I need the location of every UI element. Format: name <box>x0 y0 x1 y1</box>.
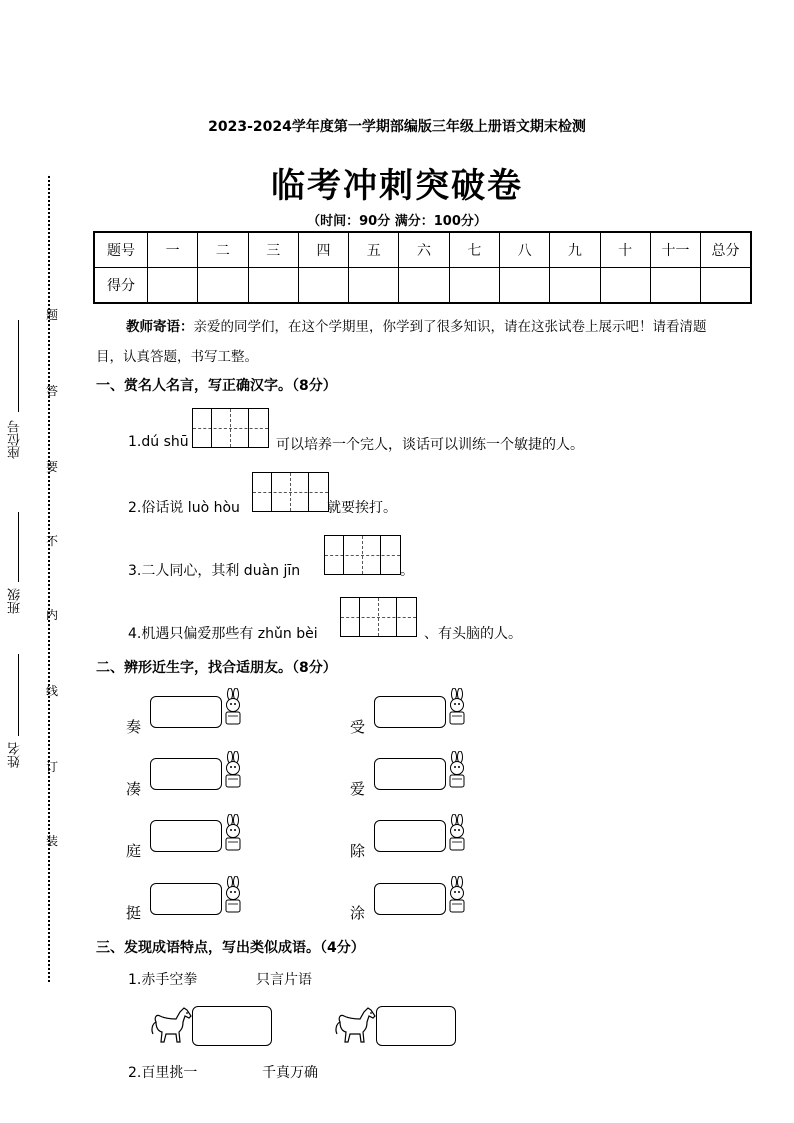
class-line <box>18 512 19 582</box>
pinyin-answer-grid[interactable] <box>340 597 417 637</box>
q1-suffix: 可以培养一个完人，谈话可以训练一个敏捷的人。 <box>276 437 584 453</box>
pinyin-answer-grid[interactable] <box>324 535 401 575</box>
binding-word: 装 <box>46 834 59 848</box>
rabbit-icon <box>219 876 247 914</box>
binding-word: 答 <box>46 384 59 398</box>
score-cell: 十一 <box>650 232 700 268</box>
binding-word: 订 <box>46 760 59 774</box>
score-label: 得分 <box>94 268 148 304</box>
teacher-message <box>96 312 716 372</box>
score-table <box>93 231 752 304</box>
rabbit-icon <box>443 688 471 726</box>
score-cell: 总分 <box>701 232 751 268</box>
char-label: 除 <box>350 842 366 860</box>
score-input-cell[interactable] <box>298 268 348 304</box>
exam-title: 临考冲刺突破卷 <box>271 166 523 206</box>
score-table-header-row <box>94 232 751 268</box>
word-answer-box[interactable] <box>150 758 222 790</box>
word-answer-box[interactable] <box>374 820 446 852</box>
char-label: 奏 <box>126 718 142 736</box>
binding-word: 内 <box>46 608 59 622</box>
char-label: 涂 <box>350 904 366 922</box>
idiom-answer-box[interactable] <box>376 1006 456 1046</box>
score-cell: 九 <box>550 232 600 268</box>
word-answer-box[interactable] <box>150 820 222 852</box>
score-cell: 五 <box>349 232 399 268</box>
time-info: （时间：90分 满分：100分） <box>307 214 487 229</box>
seat-number-label: 座位号 <box>8 420 23 459</box>
idiom-answer-box[interactable] <box>192 1006 272 1046</box>
word-answer-box[interactable] <box>150 696 222 728</box>
q4-prefix: 4.机遇只偏爱那些有 zhǔn bèi <box>128 626 318 642</box>
score-cell: 题号 <box>94 232 148 268</box>
idiom-example: 1.赤手空拳 <box>128 972 198 988</box>
score-input-cell[interactable] <box>499 268 549 304</box>
word-answer-box[interactable] <box>374 883 446 915</box>
rabbit-icon <box>443 876 471 914</box>
section3-heading: 三、发现成语特点，写出类似成语。（4分） <box>96 940 365 956</box>
horse-icon <box>334 1004 378 1046</box>
q4-suffix: 、有头脑的人。 <box>424 626 522 642</box>
teacher-message-text: 亲爱的同学们，在这个学期里，你学到了很多知识，请在这张试卷上展示吧！请看清题目，认真答题，书写工整。 <box>96 319 707 365</box>
q1-prefix: 1.dú shū <box>128 434 189 450</box>
pinyin-answer-grid[interactable] <box>252 472 329 512</box>
name-label: 姓名 <box>8 742 23 768</box>
word-answer-box[interactable] <box>150 883 222 915</box>
score-cell: 一 <box>148 232 198 268</box>
binding-word: 线 <box>46 684 59 698</box>
score-input-cell[interactable] <box>701 268 751 304</box>
char-label: 爱 <box>350 780 366 798</box>
score-input-cell[interactable] <box>449 268 499 304</box>
section2-heading: 二、辨形近生字，找合适朋友。（8分） <box>96 660 337 676</box>
teacher-message-lead: 教师寄语： <box>126 319 194 335</box>
char-label: 挺 <box>126 904 142 922</box>
q3-suffix: 。 <box>400 563 414 579</box>
binding-word: 要 <box>46 460 59 474</box>
rabbit-icon <box>443 814 471 852</box>
rabbit-icon <box>219 688 247 726</box>
section1-heading: 一、赏名人名言，写正确汉字。（8分） <box>96 378 337 394</box>
score-input-cell[interactable] <box>148 268 198 304</box>
score-cell: 二 <box>198 232 248 268</box>
word-answer-box[interactable] <box>374 758 446 790</box>
idiom-example: 千真万确 <box>262 1065 318 1081</box>
binding-word: 不 <box>46 534 59 548</box>
q3-prefix: 3.二人同心，其利 duàn jīn <box>128 563 301 579</box>
binding-dotted-line <box>48 176 50 982</box>
score-table-score-row <box>94 268 751 304</box>
score-input-cell[interactable] <box>550 268 600 304</box>
score-cell: 三 <box>248 232 298 268</box>
idiom-example: 2.百里挑一 <box>128 1065 198 1081</box>
char-label: 庭 <box>126 842 142 860</box>
name-line <box>18 654 19 736</box>
pinyin-answer-grid[interactable] <box>192 408 269 448</box>
horse-icon <box>150 1004 194 1046</box>
exam-subtitle: 2023-2024学年度第一学期部编版三年级上册语文期末检测 <box>208 119 586 135</box>
score-cell: 六 <box>399 232 449 268</box>
q2-suffix: 就要挨打。 <box>327 500 397 516</box>
q2-prefix: 2.俗话说 luò hòu <box>128 500 240 516</box>
char-label: 受 <box>350 718 366 736</box>
rabbit-icon <box>443 751 471 789</box>
char-label: 凑 <box>126 780 142 798</box>
score-input-cell[interactable] <box>349 268 399 304</box>
idiom-example: 只言片语 <box>256 972 312 988</box>
binding-word: 题 <box>46 308 59 322</box>
seat-number-line <box>18 320 19 412</box>
score-cell: 四 <box>298 232 348 268</box>
class-label: 班级 <box>8 588 23 614</box>
score-cell: 八 <box>499 232 549 268</box>
rabbit-icon <box>219 751 247 789</box>
score-cell: 十 <box>600 232 650 268</box>
rabbit-icon <box>219 814 247 852</box>
word-answer-box[interactable] <box>374 696 446 728</box>
score-input-cell[interactable] <box>248 268 298 304</box>
score-input-cell[interactable] <box>399 268 449 304</box>
score-input-cell[interactable] <box>198 268 248 304</box>
score-input-cell[interactable] <box>650 268 700 304</box>
score-cell: 七 <box>449 232 499 268</box>
score-input-cell[interactable] <box>600 268 650 304</box>
